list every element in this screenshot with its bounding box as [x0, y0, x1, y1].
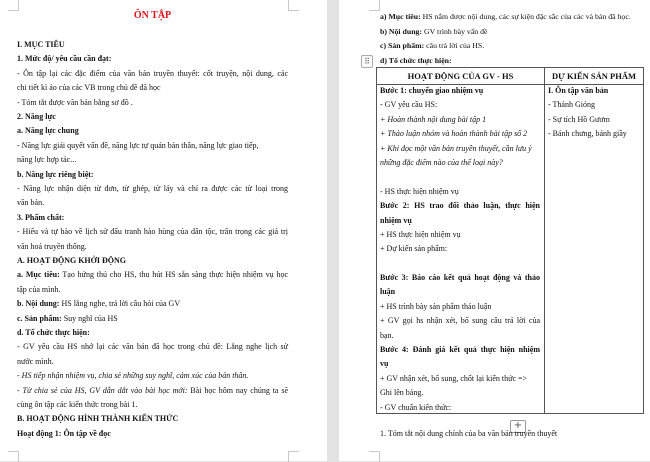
line-italic: - Từ chia sẻ của HS, GV dẫn dắt vào bài học mới:	[17, 385, 188, 395]
text-line	[17, 52, 288, 66]
text-line	[17, 196, 288, 210]
text-line	[17, 254, 288, 268]
summary-heading: 1. Tóm tắt nội dung chính của ba văn bản truyền thuyết	[380, 429, 558, 438]
line-label: A. HOẠT ĐỘNG KHỞI ĐỘNG	[17, 256, 126, 265]
cell-line	[380, 170, 540, 184]
cell-line: Bước 3: Báo cáo kết quả hoạt động và thảo	[380, 273, 540, 283]
text-line	[17, 297, 288, 311]
line-text: - Năng lực giải quyết vấn đề, năng lực tự quản bản thân, năng lực giao tiếp,	[17, 140, 259, 150]
line-text: - Năng lực nhận diện từ đơn, từ ghép, từ láy và chỉ ra được các từ loại trong	[17, 184, 288, 193]
cell-line: luận	[380, 287, 396, 297]
line-text: cùng ôn tập các kiến thức trong bài 1.	[17, 400, 138, 409]
text-line	[17, 340, 288, 354]
line-text: nước mình.	[17, 356, 54, 366]
cell-line: nhiệm vụ	[380, 215, 412, 225]
cell-line: Bước 2: HS trao đổi thảo luận, thực hiện	[380, 201, 540, 211]
line-text: câu trả lời của HS.	[424, 41, 485, 51]
intro-line	[380, 25, 645, 39]
line-label: B. HOẠT ĐỘNG HÌNH THÀNH KIẾN THỨC	[17, 414, 179, 424]
cell-line	[380, 257, 540, 271]
cell-line: + HS thực hiện nhiệm vụ	[380, 229, 461, 239]
text-line	[17, 38, 288, 52]
document-title: ÔN TẬP	[133, 10, 172, 21]
cell-line: + GV nhận xét, bổ sung, chốt lại kiến thức =>	[380, 373, 528, 383]
line-text: HS lắng nghe, trả lời câu hỏi của GV	[59, 299, 181, 309]
line-label: a) Mục tiêu:	[380, 12, 421, 21]
crop-mark	[8, 451, 19, 462]
text-line	[17, 369, 288, 383]
cell-line: + HS trình bày sản phẩm thảo luận	[380, 301, 492, 311]
cell-line: I. Ôn tập văn bản	[548, 86, 609, 95]
text-line	[17, 398, 288, 412]
line-label: 2. Năng lực	[17, 112, 56, 121]
line-text: - HS tiếp nhận nhiệm vụ, chia sẻ những suy nghĩ, cảm xúc của bản thân.	[17, 371, 249, 381]
line-text: năng lực hợp tác...	[17, 155, 77, 165]
line-label: I. MỤC TIÊU	[17, 40, 65, 49]
text-line	[17, 427, 288, 441]
text-line	[17, 67, 288, 81]
expected-products-cell[interactable]	[548, 84, 641, 142]
cell-line: - Bánh chưng, bánh giầy	[548, 129, 627, 139]
text-line	[17, 139, 288, 153]
table-move-handle-icon[interactable]: ⠿	[361, 55, 373, 68]
text-line	[17, 384, 288, 398]
line-text: - Ôn tập lại các đặc điểm của văn bản truyền thuyết: cốt truyện, nội dung, các	[17, 68, 288, 78]
activity-table	[376, 67, 644, 414]
text-line	[17, 312, 288, 326]
cell-line: những đặc điểm nào của thể loại này?	[380, 157, 503, 167]
line-text: văn bản.	[17, 198, 45, 208]
intro-line	[380, 39, 645, 53]
text-line	[17, 283, 288, 297]
text-line	[17, 182, 288, 196]
line-label: c) Sản phẩm:	[380, 41, 425, 51]
line-label: 1. Mức độ/ yêu cầu cần đạt:	[17, 54, 112, 64]
line-label: a. Năng lực chung	[17, 126, 79, 136]
cell-line: Ghi lên bảng.	[380, 388, 424, 398]
cell-line: - Thánh Gióng	[548, 100, 595, 110]
crop-mark	[369, 451, 380, 462]
line-text: - Tóm tắt được văn bản bằng sơ đồ .	[17, 97, 133, 107]
line-text: GV trình bày vấn đề	[422, 26, 488, 36]
text-line	[17, 96, 288, 110]
line-text: văn hoá truyền thống.	[17, 241, 87, 251]
line-label: b. Năng lực riêng biệt:	[17, 169, 94, 179]
text-line	[17, 153, 288, 167]
text-line	[17, 225, 288, 239]
text-line	[17, 81, 288, 95]
line-label: Hoạt động 1: Ôn tập về đọc	[17, 428, 111, 438]
line-label: 3. Phẩm chất:	[17, 212, 65, 222]
line-text: Tạo hứng thú cho HS, thu hút HS sẵn sàng thực hiện nhiệm vụ học	[59, 270, 288, 280]
cell-line: + Thảo luận nhóm và hoàn thành bài tập số 2	[380, 129, 528, 139]
line-text: - Hiểu và tự hào về lịch sử đấu tranh hào hùng của dân tộc, trân trọng các giá trị	[17, 227, 288, 237]
text-line	[17, 211, 288, 225]
add-row-button[interactable]: +	[510, 420, 526, 433]
text-line	[17, 412, 288, 426]
text-line	[17, 124, 288, 138]
line-text: tập của mình.	[17, 284, 61, 294]
cell-line: + GV gọi hs nhận xét, bổ sung câu trả lời của	[380, 316, 540, 326]
cell-line: - GV yêu cầu HS:	[380, 100, 438, 110]
line-label: b. Nội dung:	[17, 299, 60, 309]
cell-line: + Hoàn thành nội dung bài tập 1	[380, 114, 487, 124]
cell-line: Bước 4: Đánh giá kết quả thực hiện nhiệm	[380, 345, 540, 355]
text-line	[17, 168, 288, 182]
text-line	[17, 110, 288, 124]
cell-line: - HS thực hiện nhiệm vụ	[380, 186, 459, 196]
line-text: - GV yêu cầu HS nhớ lại các văn bản đã học trong chủ đề: Lắng nghe lịch sử	[17, 342, 288, 352]
line-label: b) Nội dung:	[380, 26, 423, 36]
document-page-right	[339, 0, 650, 461]
intro-line	[380, 10, 645, 24]
line-text: Suy nghĩ của HS	[61, 313, 118, 323]
line-text: HS nắm được nội dung, các sự kiện đặc sắc của các và bản đã học.	[420, 12, 631, 21]
cell-line: - Sự tích Hồ Gươm	[548, 114, 610, 124]
text-line	[17, 326, 288, 340]
line-label: d) Tổ chức thực hiện:	[380, 55, 452, 65]
line-text: Bài học hôm nay chúng ta sẽ	[187, 385, 288, 395]
crop-mark	[288, 451, 299, 462]
column-divider	[544, 68, 545, 413]
header-activities: HOẠT ĐỘNG CỦA GV - HS	[407, 71, 514, 81]
cell-line: Bước 1: chuyển giao nhiệm vụ	[380, 86, 484, 95]
line-text: chi tiết kì ảo của các VB trong chủ đề đã học	[17, 83, 161, 93]
text-line	[17, 355, 288, 369]
cell-line: + Dự kiến sản phẩm:	[380, 244, 448, 254]
header-expected-products: DỰ KIẾN SẢN PHẨM	[552, 71, 636, 81]
cell-line: bạn.	[380, 330, 394, 340]
cell-line: vụ	[380, 359, 389, 369]
text-line	[17, 268, 288, 282]
line-label: d. Tổ chức thực hiện:	[17, 328, 90, 337]
crop-mark	[369, 0, 380, 11]
cell-line: + Khi đọc một văn bản truyền thuyết, cần lưu ý	[380, 143, 532, 153]
line-label: a. Mục tiêu:	[17, 270, 60, 280]
text-line	[17, 240, 288, 254]
activities-cell[interactable]	[380, 84, 540, 415]
line-label: c. Sản phẩm:	[17, 313, 62, 323]
cell-line: - GV chuẩn kiến thức:	[380, 402, 452, 412]
